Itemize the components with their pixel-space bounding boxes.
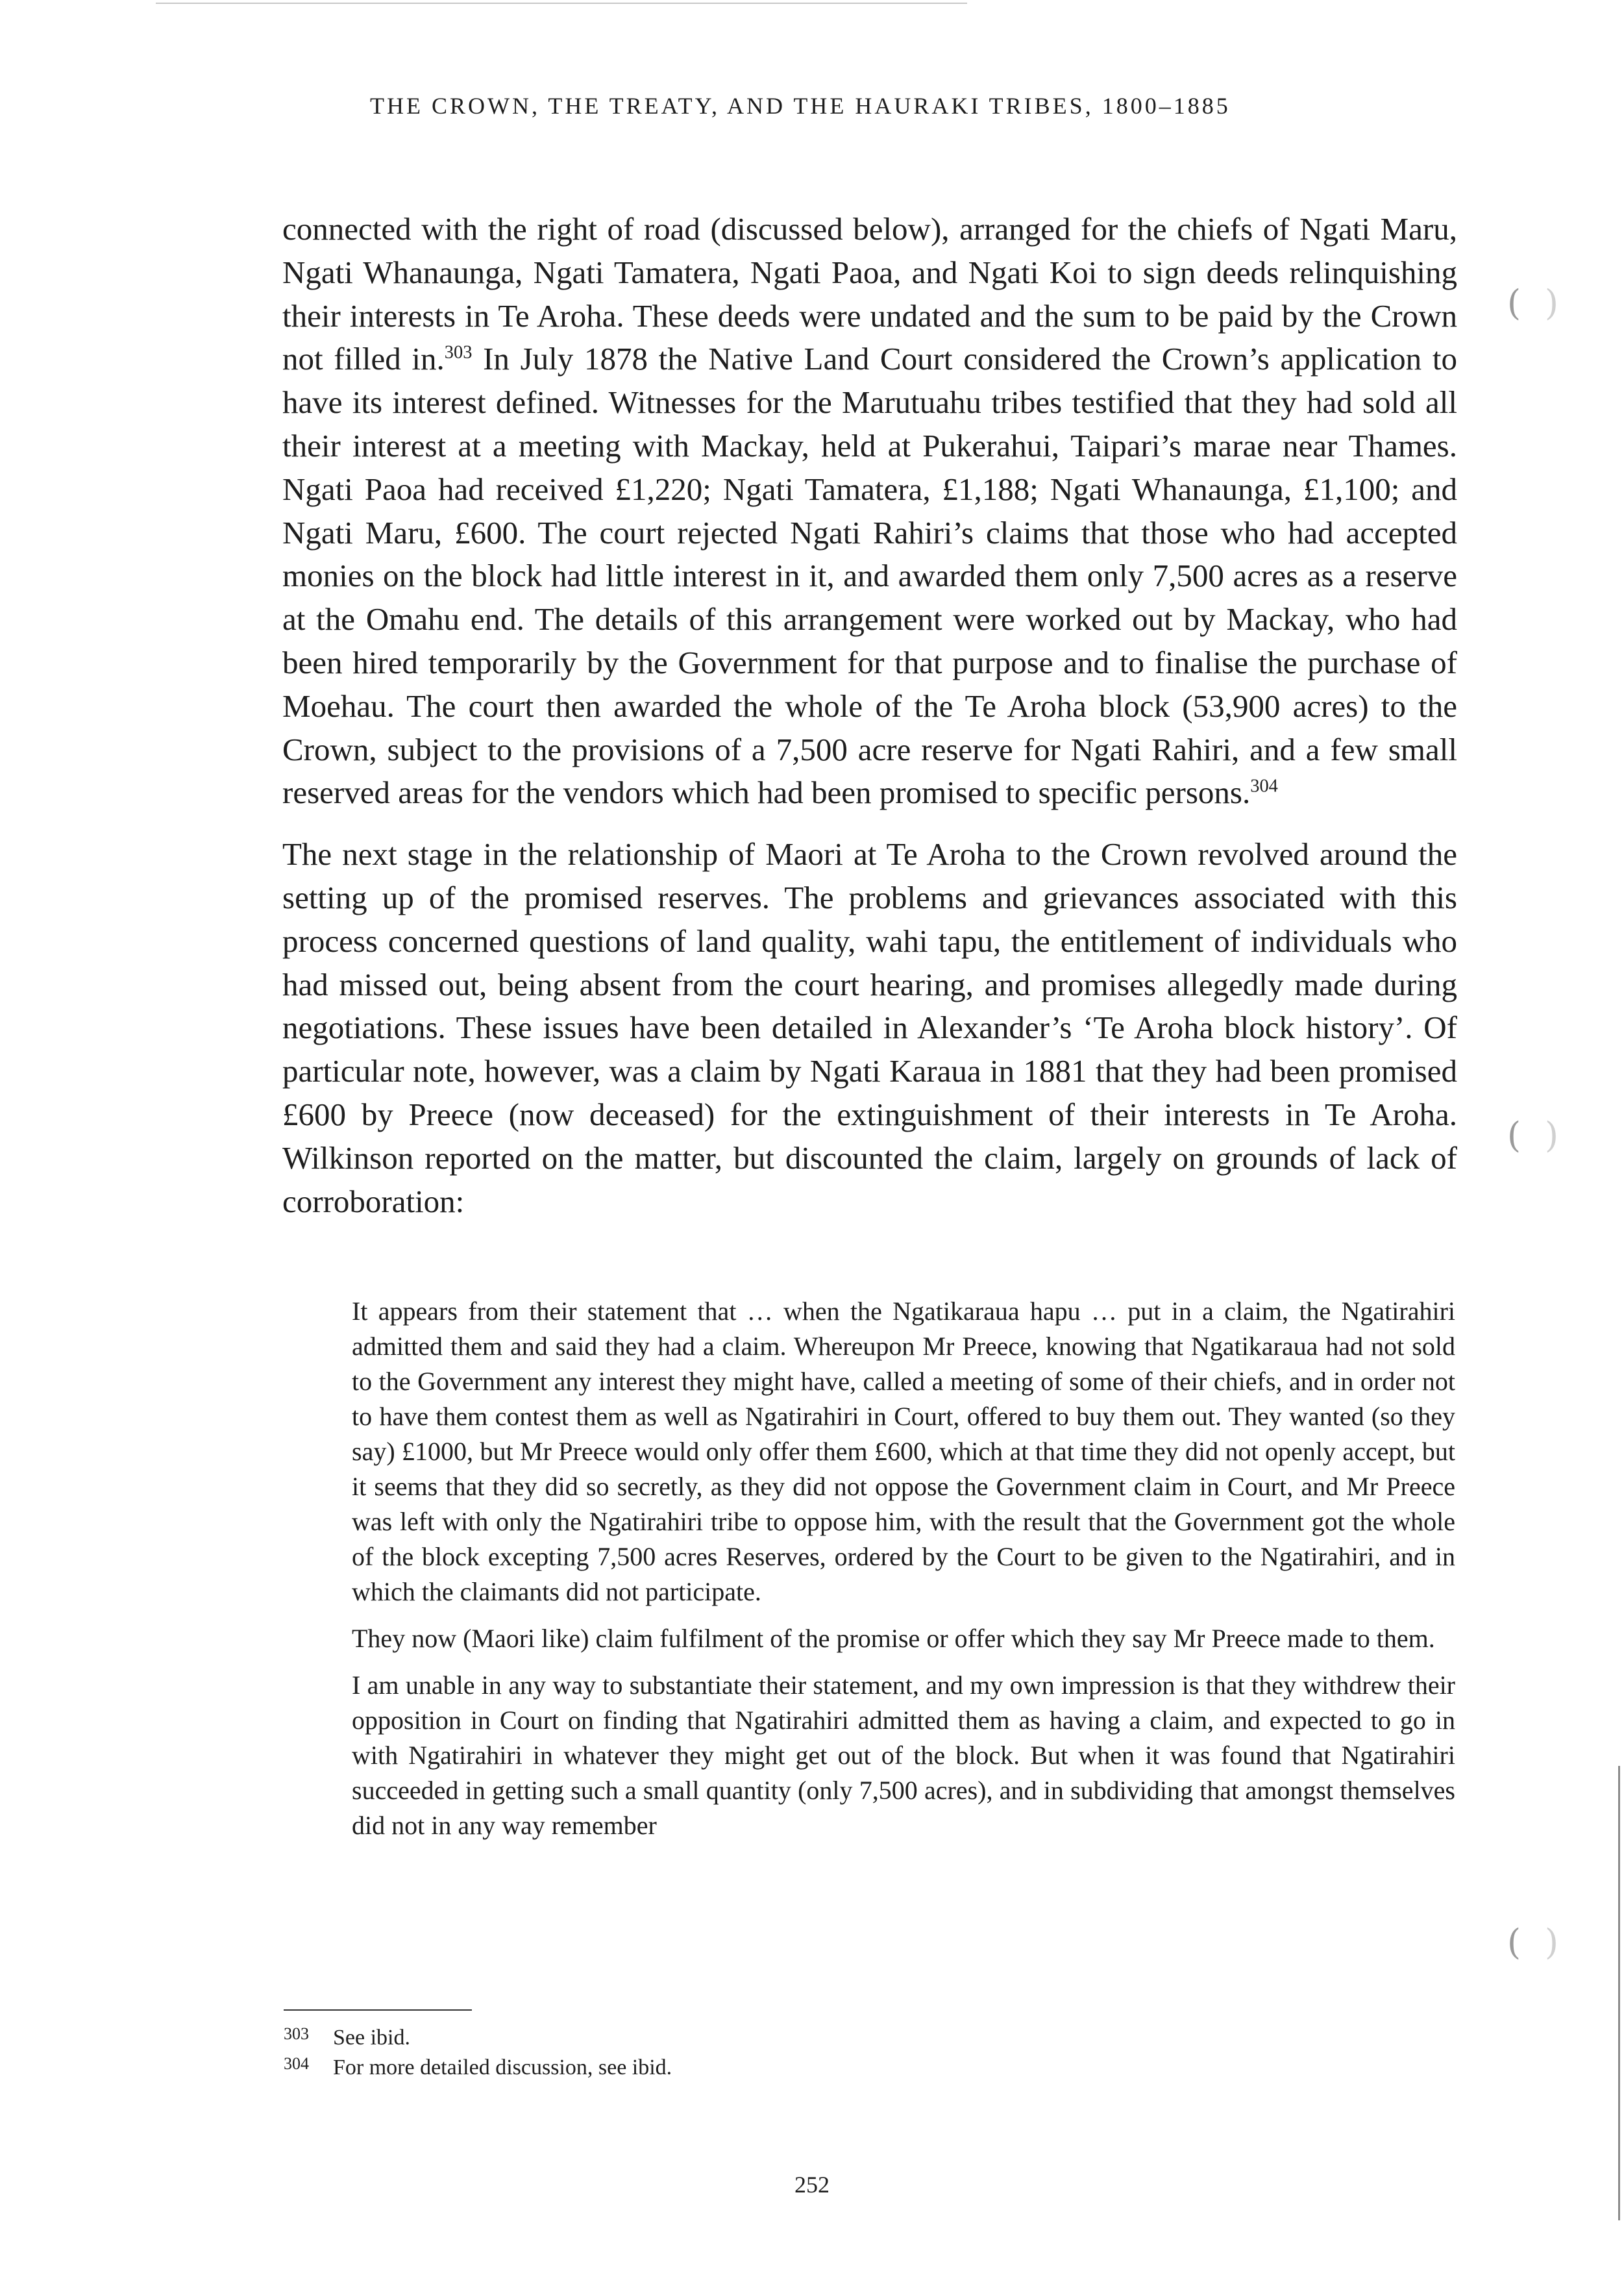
footnote-text: For more detailed discussion, see ibid. xyxy=(333,2055,672,2079)
margin-hole-mark: ) xyxy=(1545,1115,1559,1156)
footnote-number: 303 xyxy=(284,2024,309,2043)
footnotes xyxy=(284,2023,1387,2083)
footnote-number: 304 xyxy=(284,2054,309,2073)
scan-edge-line xyxy=(156,3,967,4)
footnote-rule xyxy=(284,2009,472,2011)
margin-hole-mark: ) xyxy=(1545,282,1559,323)
footnote-text: See ibid. xyxy=(333,2026,410,2050)
margin-hole-mark: ( xyxy=(1507,1115,1521,1156)
quote-paragraph-3: I am unable in any way to substantiate their statement, and my own impression is that they withdrew their opposition in Court on finding that Ngatirahiri admitted them as having a claim, and expected to go in with Ngatirahiri in whatever they might get out of the block. But when it was found that Ngatirahiri succeeded in getting such a small quantity (only 7,500 acres), and in subdividing that amongst themselves did not in any way remember xyxy=(352,1670,1455,1840)
page-number: 252 xyxy=(794,2172,830,2198)
margin-hole-mark: ) xyxy=(1545,1922,1559,1963)
quote-paragraph-1: It appears from their statement that … when the Ngatikaraua hapu … put in a claim, the Ngatirahiri admitted them and said they had a claim. Whereupon Mr Preece, knowing that Ngatikaraua had not sold to the Government any interest they might have, called a meeting of some of their chiefs, and in order not to have them contest them as well as Ngatirahiri in Court, offered to buy them out. They wanted (so they say) £1000, but Mr Preece would only offer them £600, which at that time they did not openly accept, but it seems that they did so secretly, as they did not oppose the Government claim in Court, and Mr Preece was left with only the Ngatirahiri tribe to oppose him, with the result that the Government got the whole of the block excepting 7,500 acres Reserves, ordered by the Court to be given to the Ngatirahiri, and in which the claimants did not participate. xyxy=(352,1297,1455,1606)
paragraph-1-part-a: connected with the right of road (discussed below), arranged for the chiefs of Ngati Maru, Ngati Whanaunga, Ngati Tamatera, Ngati Paoa, and Ngati Koi to sign deeds relinquishing their interests in Te Aroha. These deeds were undated and the sum to be paid by the Crown not filled in. xyxy=(282,211,1457,377)
scan-edge-line xyxy=(1618,1766,1620,2220)
paragraph-1 xyxy=(282,208,1457,815)
footnote-304 xyxy=(284,2053,1387,2083)
paragraph-2: The next stage in the relationship of Maori at Te Aroha to the Crown revolved around the setting up of the promised reserves. The problems and grievances associated with this process concerned questions of land quality, wahi tapu, the entitlement of individuals who had missed out, being absent from the court hearing, and promises allegedly made during negotiations. These issues have been detailed in Alexander’s ‘Te Aroha block history’. Of particular note, however, was a claim by Ngati Karaua in 1881 that they had been promised £600 by Preece (now deceased) for the extinguishment of their interests in Te Aroha. Wilkinson reported on the matter, but discounted the claim, largely on grounds of lack of corroboration: xyxy=(282,836,1457,1219)
block-quote xyxy=(352,1294,1455,1855)
paragraph-1-part-b: In July 1878 the Native Land Court considered the Crown’s application to have its interest defined. Witnesses for the Marutuahu tribes testified that they had sold all their interest at a meeting with Mackay, held at Pukerahui, Taipari’s marae near Thames. Ngati Paoa had received £1,220; Ngati Tamatera, £1,188; Ngati Whanaunga, £1,100; and Ngati Maru, £600. The court rejected Ngati Rahiri’s claims that those who had accepted monies on the block had little interest in it, and awarded them only 7,500 acres as a reserve at the Omahu end. The details of this arrangement were worked out by Mackay, who had been hired temporarily by the Government for that purpose and to finalise the purchase of Moehau. The court then awarded the whole of the Te Aroha block (53,900 acres) to the Crown, subject to the provisions of a 7,500 acre reserve for Ngati Rahiri, and a few small reserved areas for the vendors which had been promised to specific persons. xyxy=(282,341,1457,811)
footnote-303 xyxy=(284,2023,1387,2053)
body-text xyxy=(282,208,1457,1241)
footnote-ref-303[interactable]: 303 xyxy=(444,343,473,364)
running-head: THE CROWN, THE TREATY, AND THE HAURAKI TRIBES, 1800–1885 xyxy=(370,93,1231,119)
footnote-ref-304[interactable]: 304 xyxy=(1250,776,1278,797)
margin-hole-mark: ( xyxy=(1507,1922,1521,1963)
margin-hole-mark: ( xyxy=(1507,282,1521,323)
quote-paragraph-2: They now (Maori like) claim fulfilment of the promise or offer which they say Mr Preece made to them. xyxy=(352,1624,1435,1653)
